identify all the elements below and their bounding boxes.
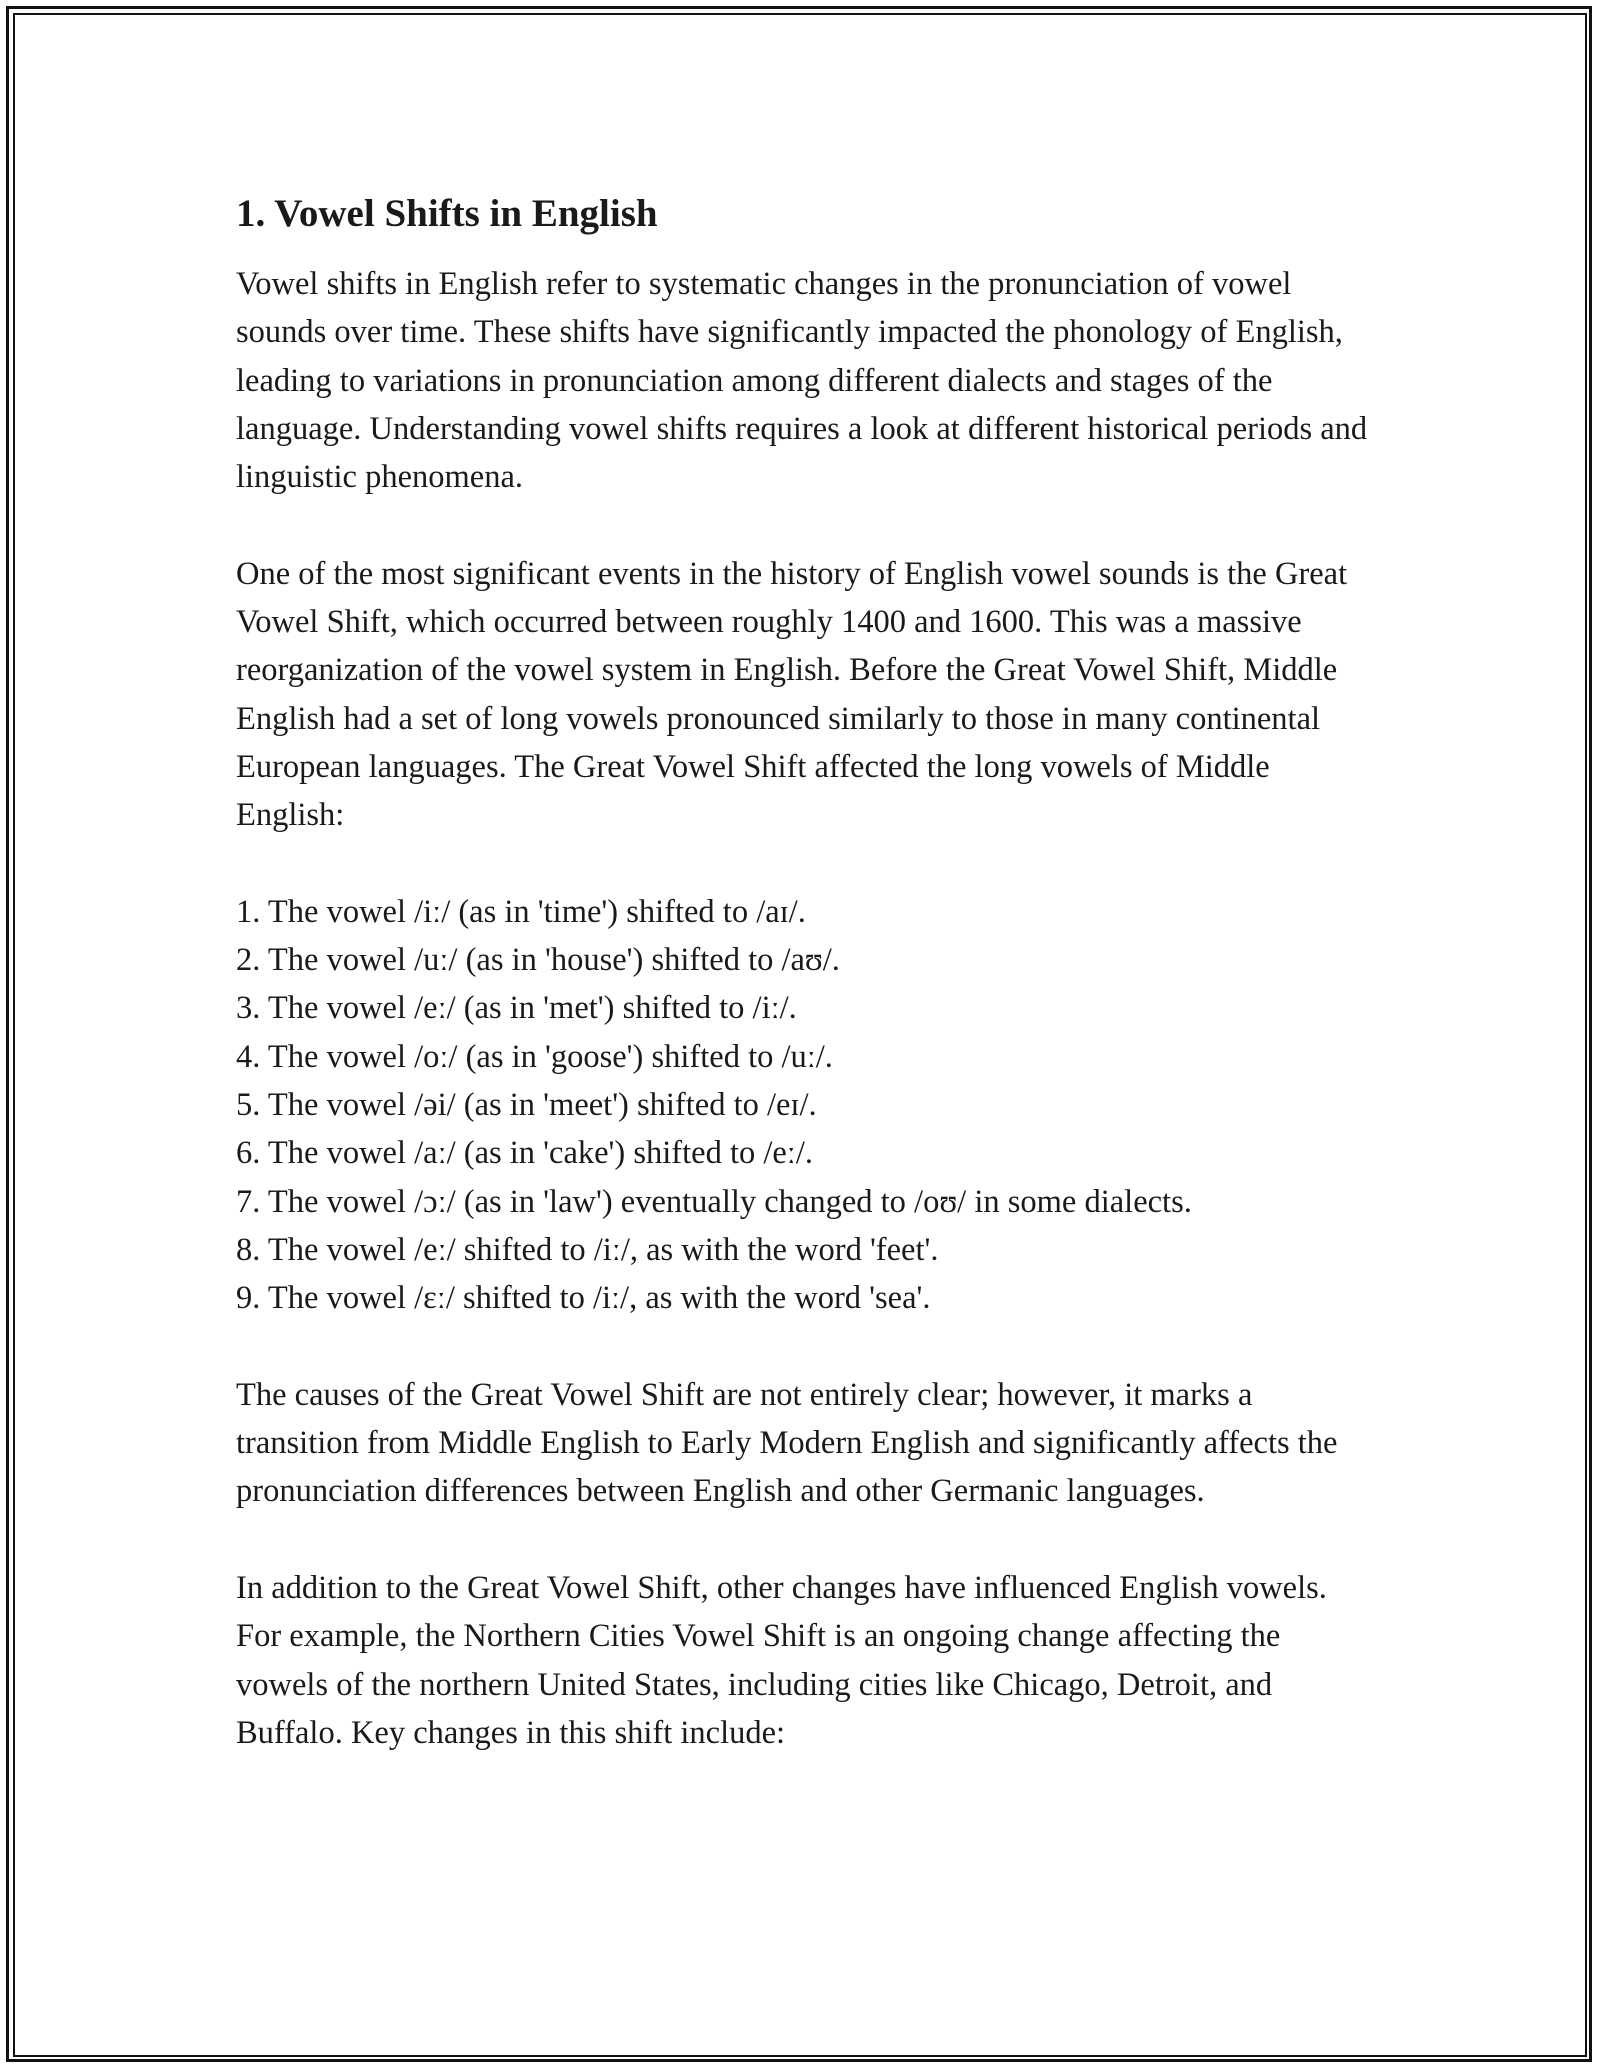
- paragraph-great-vowel-shift: One of the most significant events in the history of English vowel sounds is the Great Vowel Shift, which occurred between roughly 1400 and 1600. This was a massive reorganization of the vowel system in English. Before the Great Vowel Shift, Middle English had a set of long vowels pronounced similarly to those in many continental European languages. The Great Vowel Shift affected the long vowels of Middle English:: [236, 555, 1348, 834]
- paragraph-northern-cities: In addition to the Great Vowel Shift, other changes have influenced English vowels. For example, the Northern Cities Vowel Shift is an ongoing change affecting the vowels of the northern United States, including cities like Chicago, Detroit, and Buffalo. Key changes in this shift include:: [236, 1570, 1327, 1751]
- list-item: 4. The vowel /oː/ (as in 'goose') shifted to /uː/.: [236, 1038, 833, 1075]
- list-item: 2. The vowel /uː/ (as in 'house') shifted to /aʊ/.: [236, 942, 840, 979]
- vowel-shift-list: [236, 888, 1376, 1323]
- list-item: 6. The vowel /aː/ (as in 'cake') shifted to /eː/.: [236, 1135, 813, 1172]
- list-item: 9. The vowel /ɛː/ shifted to /iː/, as with the word 'sea'.: [236, 1280, 931, 1317]
- section-title: 1. Vowel Shifts in English: [236, 192, 658, 235]
- document-body: [236, 186, 1376, 1806]
- list-item: 3. The vowel /eː/ (as in 'met') shifted to /iː/.: [236, 990, 797, 1027]
- paragraph-causes: The causes of the Great Vowel Shift are not entirely clear; however, it marks a transition from Middle English to Early Modern English and significantly affects the pronunciation differences between English and other Germanic languages.: [236, 1376, 1338, 1510]
- list-item: 5. The vowel /əi/ (as in 'meet') shifted to /eɪ/.: [236, 1087, 817, 1124]
- list-item: 8. The vowel /eː/ shifted to /iː/, as with the word 'feet'.: [236, 1231, 939, 1268]
- list-item: 1. The vowel /iː/ (as in 'time') shifted to /aɪ/.: [236, 893, 806, 930]
- list-item: 7. The vowel /ɔː/ (as in 'law') eventually changed to /oʊ/ in some dialects.: [236, 1183, 1192, 1220]
- paragraph-intro: Vowel shifts in English refer to systematic changes in the pronunciation of vowel sounds over time. These shifts have significantly impacted the phonology of English, leading to variations in pronunciation among different dialects and stages of the language. Understanding vowel shifts requires a look at different historical periods and linguistic phenomena.: [236, 266, 1368, 496]
